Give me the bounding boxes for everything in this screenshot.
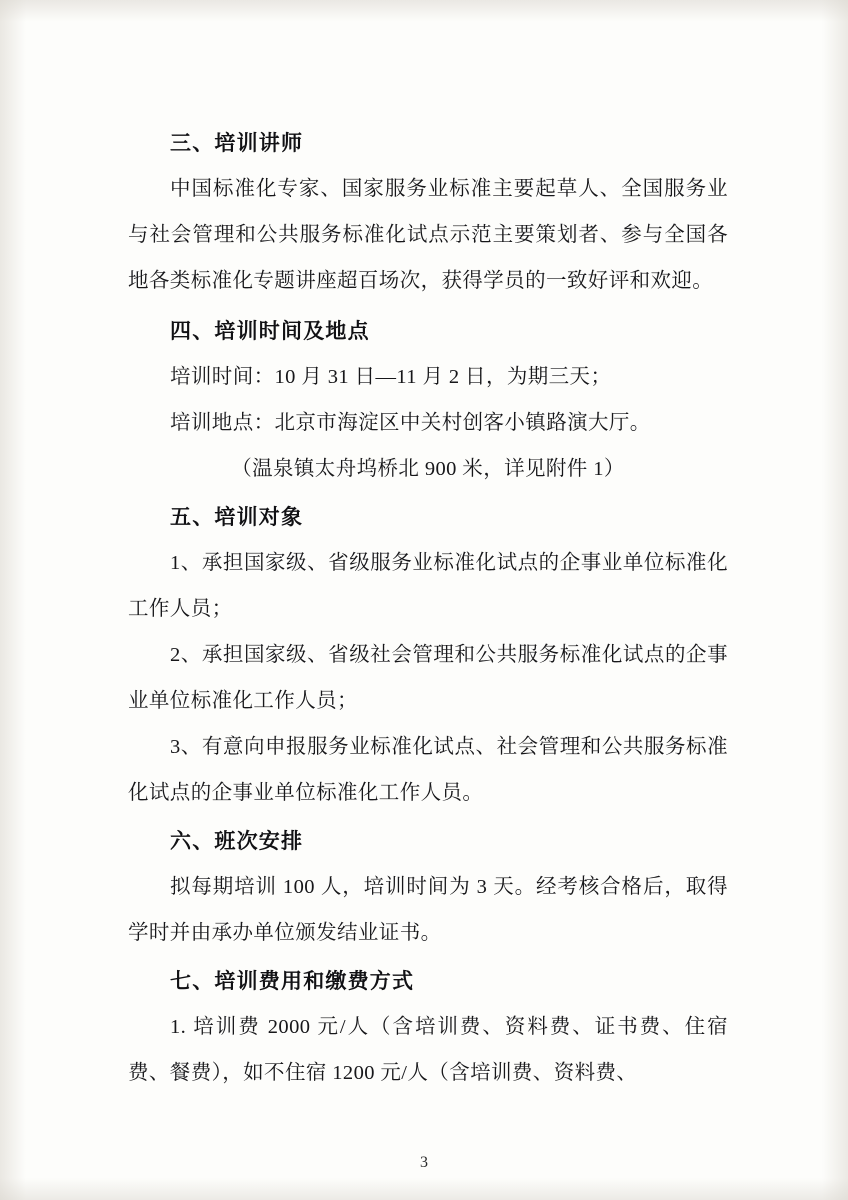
section-4-paragraph-2: 培训地点：北京市海淀区中关村创客小镇路演大厅。: [170, 412, 651, 434]
section-5-paragraph-1: 1、承担国家级、省级服务业标准化试点的企事业单位标准化工作人员；: [128, 552, 728, 620]
page-edge-shadow-bottom: [0, 1178, 848, 1200]
section-heading-5: 五、培训对象: [170, 505, 304, 529]
section-heading-6: 六、班次安排: [170, 829, 304, 853]
page-edge-shadow-right: [822, 0, 848, 1200]
section-3-paragraph-1: 中国标准化专家、国家服务业标准主要起草人、全国服务业与社会管理和公共服务标准化试点示范主要策划者、参与全国各地各类标准化专题讲座超百场次，获得学员的一致好评和欢迎。: [128, 178, 728, 292]
page-content-area: [128, 120, 728, 1130]
section-heading-4: 四、培训时间及地点: [170, 319, 370, 343]
page-edge-shadow-left: [0, 0, 26, 1200]
section-6-paragraph-1: 拟每期培训 100 人，培训时间为 3 天。经考核合格后，取得学时并由承办单位颁发结业证书。: [128, 876, 728, 944]
document-body: [128, 120, 728, 1096]
section-heading-7: 七、培训费用和缴费方式: [170, 969, 415, 993]
page-number: 3: [420, 1154, 428, 1171]
section-4-paragraph-3: （温泉镇太舟坞桥北 900 米，详见附件 1）: [231, 458, 625, 480]
section-7-paragraph-1: 1. 培训费 2000 元/人（含培训费、资料费、证书费、住宿费、餐费），如不住宿 1200 元/人（含培训费、资料费、: [128, 1016, 728, 1084]
section-5-paragraph-2: 2、承担国家级、省级社会管理和公共服务标准化试点的企事业单位标准化工作人员；: [128, 644, 728, 712]
section-5-paragraph-3: 3、有意向申报服务业标准化试点、社会管理和公共服务标准化试点的企事业单位标准化工作人员。: [128, 736, 728, 804]
page-edge-shadow-top: [0, 0, 848, 22]
section-heading-3: 三、培训讲师: [170, 131, 304, 155]
section-4-paragraph-1: 培训时间：10 月 31 日—11 月 2 日，为期三天；: [170, 366, 612, 388]
